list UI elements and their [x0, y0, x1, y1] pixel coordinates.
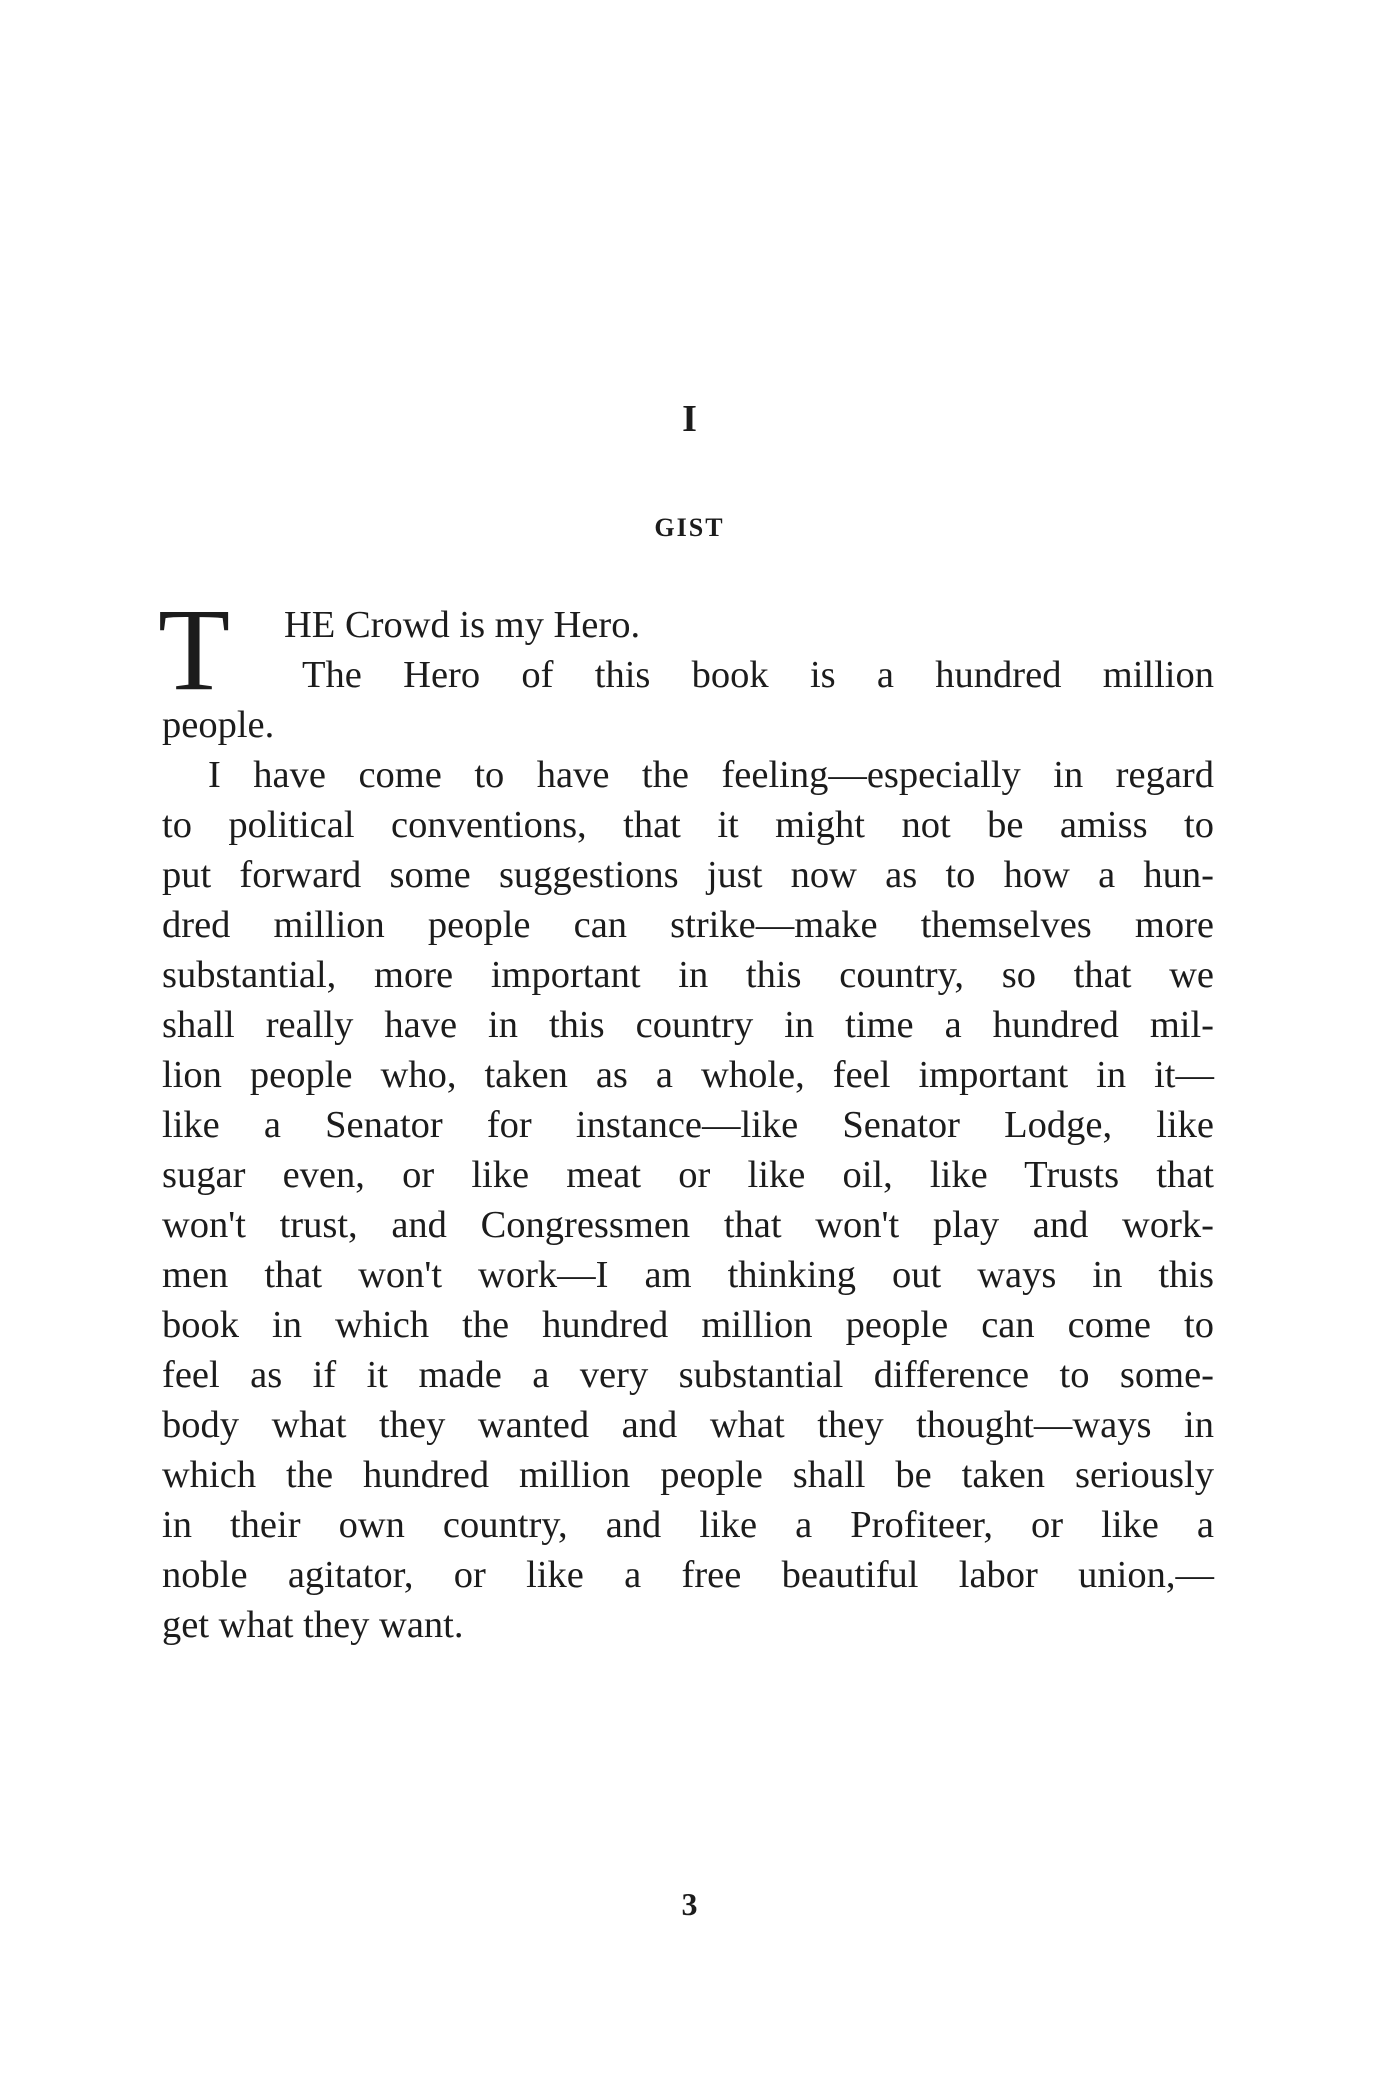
- drop-cap: T: [158, 584, 231, 715]
- text-line-9: shall really have in this country in time a hundred mil-: [162, 1004, 1214, 1046]
- text-line-1: HE Crowd is my Hero.: [284, 604, 641, 646]
- text-line-17: body what they wanted and what they thought—ways in: [162, 1404, 1214, 1446]
- text-line-5: to political conventions, that it might not be amiss to: [162, 804, 1214, 846]
- text-line-21: get what they want.: [162, 1604, 464, 1646]
- text-line-4: I have come to have the feeling—especially in regard: [208, 754, 1214, 796]
- text-line-11: like a Senator for instance—like Senator Lodge, like: [162, 1104, 1214, 1146]
- text-line-6: put forward some suggestions just now as to how a hun-: [162, 854, 1214, 896]
- text-line-8: substantial, more important in this country, so that we: [162, 954, 1214, 996]
- chapter-number: I: [682, 398, 697, 440]
- text-line-19: in their own country, and like a Profiteer, or like a: [162, 1504, 1214, 1546]
- text-line-7: dred million people can strike—make themselves more: [162, 904, 1214, 946]
- page-number: 3: [681, 1886, 698, 1922]
- text-line-13: won't trust, and Congressmen that won't play and work-: [162, 1204, 1214, 1246]
- text-line-10: lion people who, taken as a whole, feel important in it—: [162, 1054, 1214, 1096]
- opening-lines: [158, 584, 1214, 715]
- text-line-15: book in which the hundred million people can come to: [162, 1304, 1214, 1346]
- text-line-16: feel as if it made a very substantial difference to some-: [162, 1354, 1214, 1396]
- chapter-body: [158, 584, 1214, 1650]
- text-line-3: people.: [162, 704, 275, 746]
- text-line-20: noble agitator, or like a free beautiful labor union,—: [162, 1554, 1214, 1596]
- text-line-2: The Hero of this book is a hundred million: [302, 654, 1214, 696]
- chapter-title: GIST: [654, 513, 725, 542]
- text-line-14: men that won't work—I am thinking out ways in this: [162, 1254, 1214, 1296]
- text-line-12: sugar even, or like meat or like oil, like Trusts that: [162, 1154, 1214, 1196]
- text-line-18: which the hundred million people shall be taken seriously: [162, 1454, 1214, 1496]
